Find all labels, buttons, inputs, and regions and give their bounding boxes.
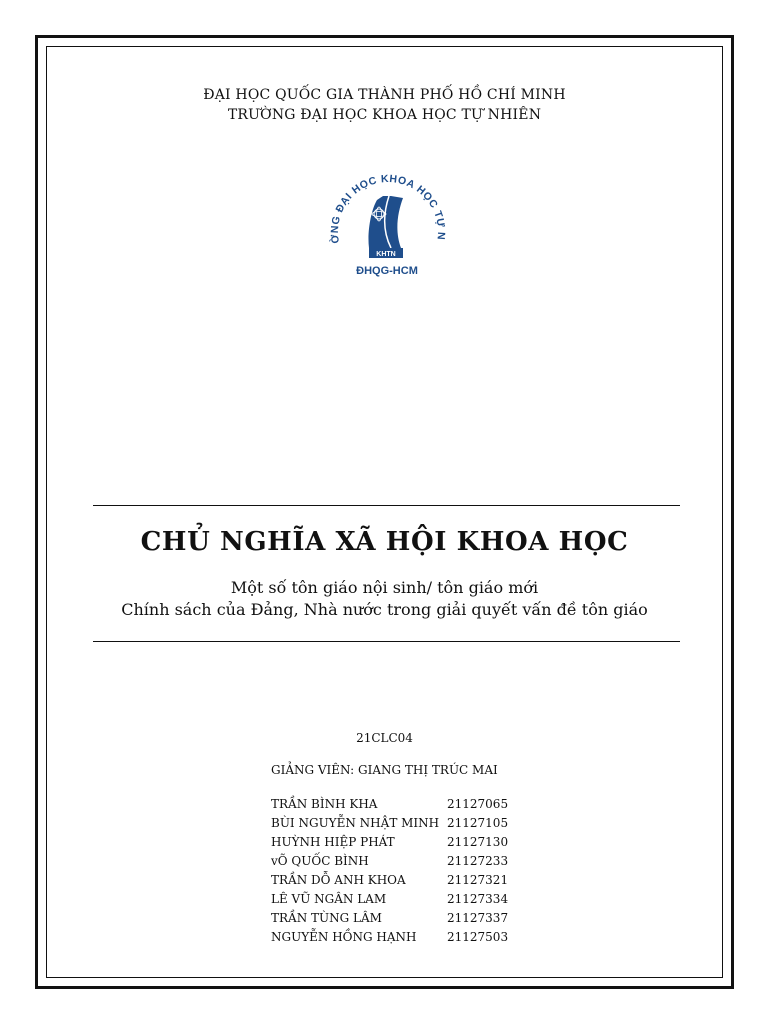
logo-seal-icon [317, 162, 457, 282]
student-list [271, 797, 508, 949]
student-id: 21127105 [447, 816, 509, 830]
title-rule-bottom [93, 641, 680, 642]
document-title: CHỦ NGHĨA XÃ HỘI KHOA HỌC [140, 527, 629, 557]
university-logo [317, 162, 457, 282]
student-id: 21127130 [447, 835, 509, 849]
page-border-outer [35, 35, 734, 989]
student-name: vÕ QUỐC BÌNH [271, 854, 369, 868]
student-id: 21127233 [447, 854, 509, 868]
subtitle-line-2: Chính sách của Đảng, Nhà nước trong giải quyết vấn đề tôn giáo [121, 600, 648, 619]
student-name: LÊ VŨ NGÂN LAM [271, 892, 387, 906]
lecturer-name: GIẢNG VIÊN: GIANG THỊ TRÚC MAI [271, 763, 498, 777]
student-row [271, 873, 508, 892]
student-id: 21127065 [447, 797, 509, 811]
student-row [271, 816, 508, 835]
subtitle-line-1: Một số tôn giáo nội sinh/ tôn giáo mới [230, 578, 539, 597]
student-row [271, 854, 508, 873]
university-name: ĐẠI HỌC QUỐC GIA THÀNH PHỐ HỒ CHÍ MINH [203, 87, 566, 103]
logo-bottom-text: ĐHQG-HCM [356, 265, 418, 277]
student-row [271, 797, 508, 816]
title-rule-top [93, 505, 680, 506]
university-header [47, 85, 722, 125]
student-id: 21127337 [447, 911, 509, 925]
student-name: TRẦN DỖ ANH KHOA [271, 873, 406, 887]
logo-badge-text: KHTN [376, 251, 396, 258]
student-id: 21127334 [447, 892, 509, 906]
student-id: 21127321 [447, 873, 509, 887]
logo-ring-text: ỜNG ĐẠI HỌC KHOA HỌC TỰ N [328, 172, 448, 245]
document-subtitle [47, 577, 722, 621]
class-code: 21CLC04 [356, 731, 413, 745]
student-name: NGUYỄN HỒNG HẠNH [271, 930, 417, 944]
student-name: TRẦN TÙNG LÂM [271, 911, 382, 925]
student-id: 21127503 [447, 930, 509, 944]
author-info [271, 763, 551, 949]
student-row [271, 835, 508, 854]
student-name: TRẦN BÌNH KHA [271, 797, 378, 811]
page-border-inner [46, 46, 723, 978]
student-name: HUỲNH HIỆP PHÁT [271, 835, 395, 849]
faculty-name: TRƯỜNG ĐẠI HỌC KHOA HỌC TỰ NHIÊN [227, 107, 542, 123]
student-row [271, 911, 508, 930]
student-row [271, 892, 508, 911]
student-name: BÙI NGUYỄN NHẬT MINH [271, 816, 440, 830]
student-row [271, 930, 508, 949]
